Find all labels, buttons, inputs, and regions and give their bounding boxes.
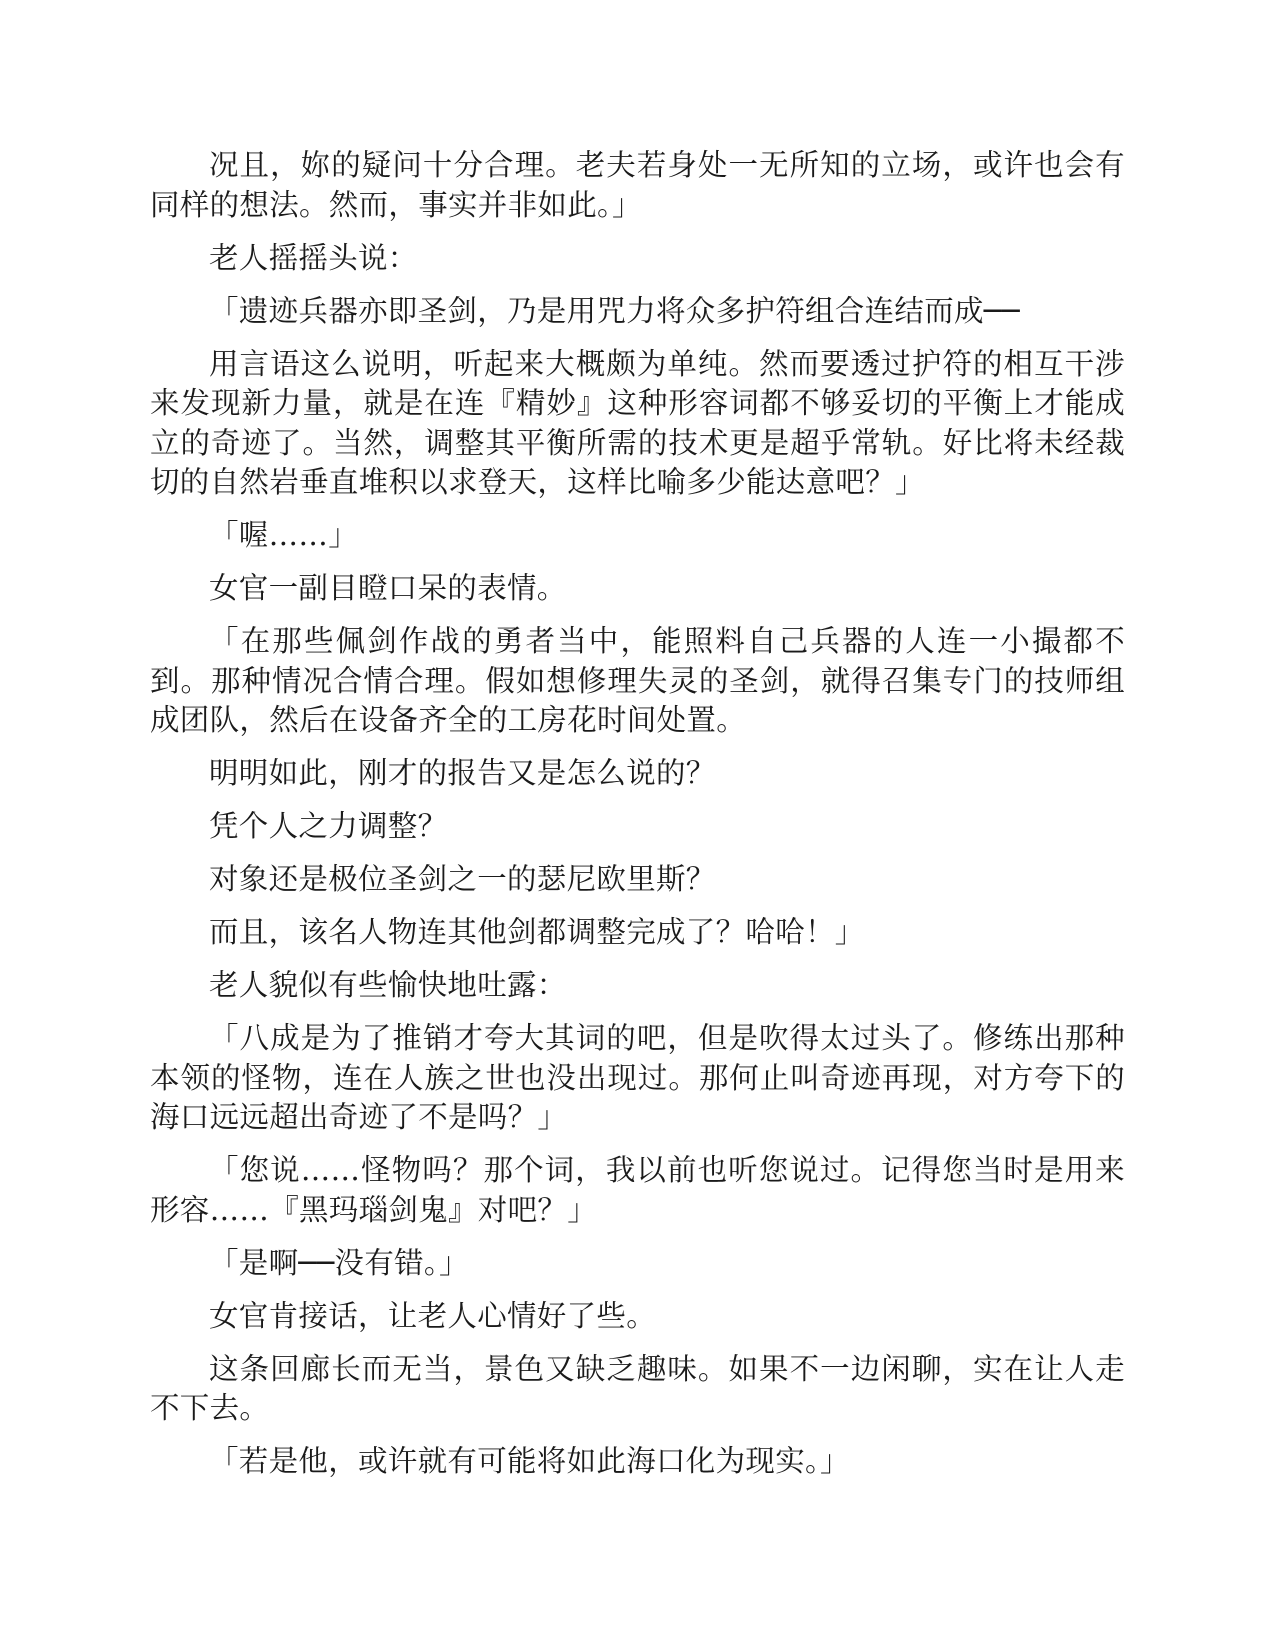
paragraph: 「若是他，或许就有可能将如此海口化为现实。」 (209, 1444, 850, 1478)
paragraph: 况且，妳的疑问十分合理。老夫若身处一无所知的立场，或许也会有同样的想法。然而，事实并非如此。」 (150, 148, 1125, 222)
paragraph: 「在那些佩剑作战的勇者当中，能照料自己兵器的人连一小撮都不到。那种情况合情合理。假如想修理失灵的圣剑，就得召集专门的技师组成团队，然后在设备齐全的工房花时间处置。 (150, 624, 1125, 737)
paragraph: 「八成是为了推销才夸大其词的吧，但是吹得太过头了。修练出那种本领的怪物，连在人族之世也没出现过。那何止叫奇迹再现，对方夸下的海口远远超出奇迹了不是吗？」 (150, 1021, 1125, 1134)
paragraph: 用言语这么说明，听起来大概颇为单纯。然而要透过护符的相互干涉来发现新力量，就是在连『精妙』这种形容词都不够妥切的平衡上才能成立的奇迹了。当然，调整其平衡所需的技术更是超乎常轨。好比将未经裁切的自然岩垂直堆积以求登天，这样比喻多少能达意吧？」 (150, 346, 1125, 499)
paragraph: 「是啊──没有错。」 (209, 1245, 469, 1280)
paragraph: 女官肯接话，让老人心情好了些。 (209, 1298, 657, 1333)
document-page (150, 146, 1125, 1495)
paragraph: 女官一副目瞪口呆的表情。 (209, 571, 567, 605)
paragraph: 凭个人之力调整？ (209, 809, 448, 843)
paragraph: 老人貌似有些愉快地吐露： (209, 968, 567, 1002)
paragraph: 老人摇摇头说： (209, 240, 418, 275)
paragraph: 而且，该名人物连其他剑都调整完成了？哈哈！」 (209, 915, 865, 949)
paragraph: 「遗迹兵器亦即圣剑，乃是用咒力将众多护符组合连结而成── (209, 293, 1020, 328)
paragraph: 对象还是极位圣剑之一的瑟尼欧里斯？ (209, 862, 716, 896)
paragraph: 这条回廊长而无当，景色又缺乏趣味。如果不一边闲聊，实在让人走不下去。 (150, 1351, 1125, 1425)
paragraph: 「您说……怪物吗？那个词，我以前也听您说过。记得您当时是用来形容……『黑玛瑙剑鬼』对吧？」 (150, 1153, 1125, 1227)
paragraph: 「喔……」 (209, 518, 358, 552)
paragraph: 明明如此，刚才的报告又是怎么说的？ (209, 756, 716, 790)
